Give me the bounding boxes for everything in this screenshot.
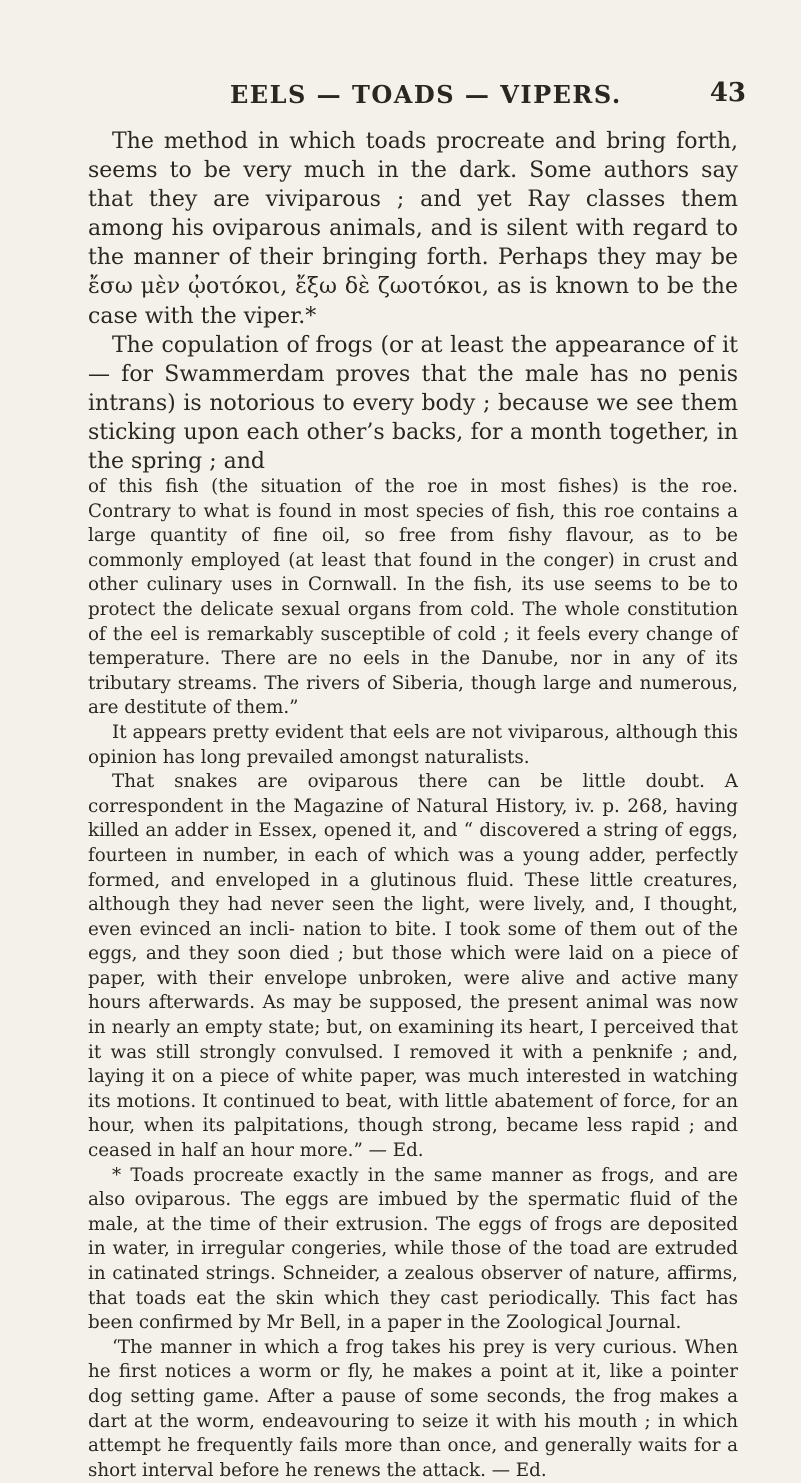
page-header	[90, 72, 746, 112]
paragraph-frogs: The copulation of frogs (or at least the appearance of it — for Swammerdam proves that the male has no penis intrans) is notorious to every body ; because we see them sticking upon each other’s backs, for a month together, in the spring ; and	[88, 332, 738, 475]
footnote-toads: * Toads procreate exactly in the same manner as frogs, and are also oviparous. The eggs are imbued by the spermatic fluid of the male, at the time of their extrusion. The eggs of frogs are deposited in water, in irregular congeries, while those of the toad are extruded in catinated strings. Schneider, a zealous observer of nature, affirms, that toads eat the skin which they cast periodically. This fact has been confirmed by Mr Bell, in a paper in the Zoological Journal.	[88, 1164, 738, 1334]
running-head: EELS — TOADS — VIPERS.	[230, 80, 622, 109]
footnote-frog-prey: ‘The manner in which a frog takes his prey is very curious. When he first notices a worm or fly, he makes a point at it, like a pointer dog setting game. After a pause of some seconds, the frog makes a dart at the worm, endeavouring to seize it with his mouth ; in which attempt he frequently fails more than once, and generally waits for a short interval before he renews the attack. — Ed.	[88, 1336, 738, 1481]
footnote-snakes: That snakes are oviparous there can be little doubt. A correspondent in the Magazine of Natural History, iv. p. 268, having killed an adder in Essex, opened it, and “ discovered a string of eggs, fourteen in number, in each of which was a young adder, perfectly formed, and enveloped in a glutinous fluid. These little creatures, although they had never seen the light, were lively, and, I thought, even evinced an incli- nation to bite. I took some of them out of the eggs, and they soon died ; but those which were laid on a piece of paper, with their envelope unbroken, were alive and active many hours afterwards. As may be supposed, the present animal was now in nearly an empty state; but, on examining its heart, I perceived that it was still strongly convulsed. I removed it with a penknife ; and, laying it on a piece of white paper, was much interested in watching its motions. It continued to beat, with little abatement of force, for an hour, when its palpitations, though strong, became less rapid ; and ceased in half an hour more.” — Ed.	[88, 771, 738, 1162]
footnotes	[88, 475, 738, 1483]
main-text	[88, 127, 738, 476]
page-number: 43	[709, 78, 746, 108]
footnote-eel-roe: of this fish (the situation of the roe in most fishes) is the roe. Contrary to what is found in most species of fish, this roe contains a large quantity of fine oil, so free from fishy flavour, as to be commonly employed (at least that found in the conger) in crust and other culinary uses in Cornwall. In the fish, its use seems to be to protect the delicate sexual organs from cold. The whole constitution of the eel is remarkably susceptible of cold ; it feels every change of temperature. There are no eels in the Danube, nor in any of its tributary streams. The rivers of Siberia, though large and numerous, are destitute of them.”	[88, 476, 738, 719]
footnote-eels-viviparous: It appears pretty evident that eels are not viviparous, although this opinion has long prevailed amongst naturalists.	[88, 721, 738, 768]
paragraph-toads: The method in which toads procreate and bring forth, seems to be very much in the dark. Some authors say that they are viviparous ; and yet Ray classes them among his oviparous animals, and is silent with regard to the manner of their bringing forth. Perhaps they may be ἔσω μὲν ᾠοτόκοι, ἔξω δὲ ζωοτόκοι, as is known to be the case with the viper.*	[88, 129, 738, 329]
